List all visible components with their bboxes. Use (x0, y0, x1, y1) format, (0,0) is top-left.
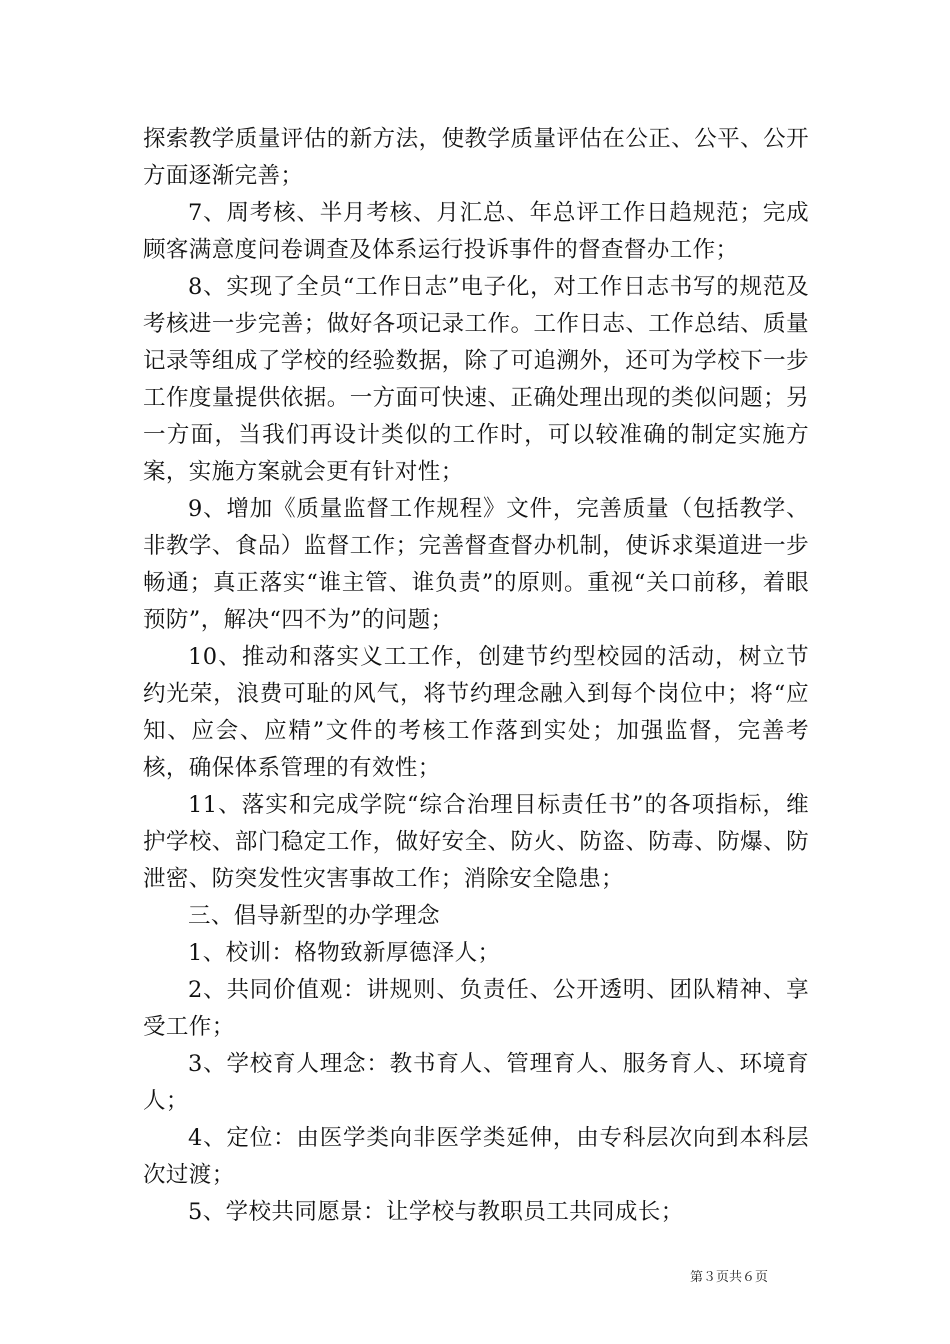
concept-item-1: 1、校训：格物致新厚德泽人； (188, 940, 501, 966)
paragraph-item-7: 7、周考核、半月考核、月汇总、年总评工作日趋规范；完成顾客满意度问卷调查及体系运行投诉事件的督查督办工作； (143, 200, 809, 263)
paragraph-item-11: 11、落实和完成学院“综合治理目标责任书”的各项指标，维护学校、部门稳定工作，做好安全、防火、防盗、防毒、防爆、防泄密、防突发性灾害事故工作；消除安全隐患； (143, 792, 809, 892)
concept-item-5: 5、学校共同愿景：让学校与教职员工共同成长； (188, 1199, 684, 1225)
concept-item-2: 2、共同价值观：讲规则、负责任、公开透明、团队精神、享受工作； (143, 977, 809, 1040)
page-number-footer: 第３页共６页 (690, 1270, 769, 1285)
section-heading: 三、倡导新型的办学理念 (188, 903, 440, 929)
document-body (143, 121, 809, 1231)
paragraph-item-9: 9、增加《质量监督工作规程》文件，完善质量（包括教学、非教学、食品）监督工作；完善督查督办机制，使诉求渠道进一步畅通；真正落实“谁主管、谁负责”的原则。重视“关口前移，着眼预防”，解决“四不为”的问题； (143, 496, 809, 633)
concept-item-3: 3、学校育人理念：教书育人、管理育人、服务育人、环境育人； (143, 1051, 809, 1114)
paragraph-item-10: 10、推动和落实义工工作，创建节约型校园的活动，树立节约光荣，浪费可耻的风气，将节约理念融入到每个岗位中；将“应知、应会、应精”文件的考核工作落到实处；加强监督，完善考核，确保体系管理的有效性； (143, 644, 809, 781)
paragraph-item-8: 8、实现了全员“工作日志”电子化，对工作日志书写的规范及考核进一步完善；做好各项记录工作。工作日志、工作总结、质量记录等组成了学校的经验数据，除了可追溯外，还可为学校下一步工作度量提供依据。一方面可快速、正确处理出现的类似问题；另一方面，当我们再设计类似的工作时，可以较准确的制定实施方案，实施方案就会更有针对性； (143, 274, 809, 485)
concept-item-4: 4、定位：由医学类向非医学类延伸，由专科层次向到本科层次过渡； (143, 1125, 809, 1188)
paragraph-continuation: 探索教学质量评估的新方法，使教学质量评估在公正、公平、公开方面逐渐完善； (143, 126, 809, 189)
